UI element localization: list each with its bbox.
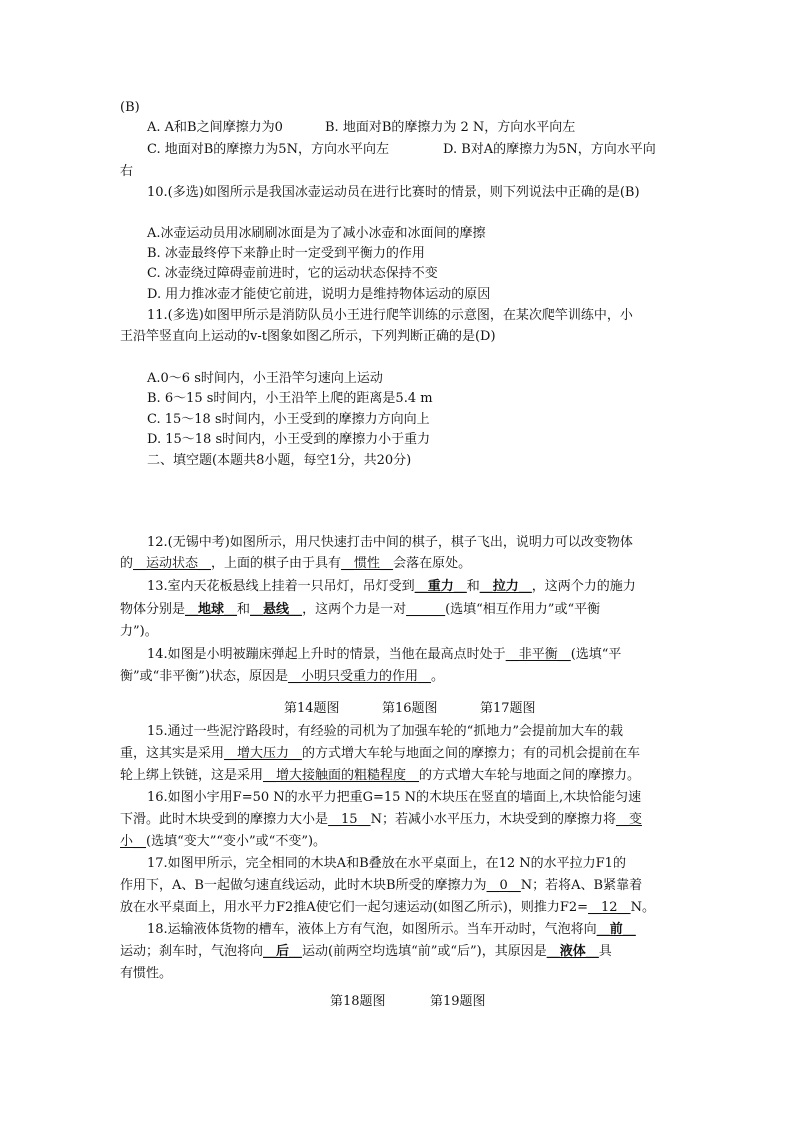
caption-fig17: 第17题图	[480, 701, 536, 716]
answer-blank: __运动状态__	[133, 556, 212, 571]
answer-blank: __悬线__	[250, 602, 303, 617]
option-10b: B. 冰壶最终停下来静止时一定受到平衡力的作用	[147, 246, 425, 261]
option-10a: A.冰壶运动员用冰刷刷冰面是为了减小冰壶和冰面间的摩擦	[147, 226, 486, 241]
option-9c: C. 地面对B的摩擦力为5N，方向水平向左	[147, 142, 389, 157]
question-17-line1: 17.如图甲所示，完全相同的木块A和B叠放在水平桌面上，在12 N的水平拉力F1的	[147, 856, 626, 871]
question-18-line1: 18.运输液体货物的槽车，液体上方有气泡，如图所示。当车开动时，气泡将向__前__	[147, 922, 636, 937]
option-10c: C. 冰壶绕过障碍壶前进时，它的运动状态保持不变	[147, 266, 438, 281]
section-heading-fill-in: 二、填空题(本题共8小题，每空1分，共20分)	[147, 453, 412, 468]
question-18-line2: 运动；刹车时，气泡将向__后__运动(前两空均选填“前”或“后”)，其原因是__液体__具	[120, 944, 612, 959]
caption-fig14: 第14题图	[284, 701, 340, 716]
question-13-line3: 力”)。	[120, 624, 158, 639]
caption-fig16: 第16题图	[382, 701, 438, 716]
answer-blank: __惯性__	[341, 556, 394, 571]
question-11-line2: 王沿竿竖直向上运动的v-t图象如图乙所示，下列判断正确的是(D)	[120, 329, 496, 344]
option-9a: A. A和B之间摩擦力为0	[147, 120, 283, 135]
answer-blank: __后__	[263, 944, 303, 959]
question-16-line1: 16.如图小宇用F=50 N的水平力把重G=15 N的木块压在竖直的墙面上,木块恰能匀速	[147, 790, 642, 805]
question-12-line1: 12.(无锡中考)如图所示，用尺快速打击中间的棋子，棋子飞出，说明力可以改变物体	[147, 535, 633, 550]
question-10: 10.(多选)如图所示是我国冰壶运动员在进行比赛时的情景，则下列说法中正确的是(B)	[147, 185, 640, 200]
question-17-line2: 作用下，A、B一起做匀速直线运动，此时木块B所受的摩擦力为__0__N；若将A、B紧靠着	[120, 878, 643, 893]
answer-line-9: (B)	[120, 100, 140, 115]
answer-blank: __12__	[588, 900, 631, 915]
answer-blank: __增大压力__	[224, 746, 303, 761]
question-11-line1: 11.(多选)如图甲所示是消防队员小王进行爬竿训练的示意图，在某次爬竿训练中，小	[147, 308, 633, 323]
question-15-line1: 15.通过一些泥泞路段时，有经验的司机为了加强车轮的“抓地力”会提前加大车的载	[147, 724, 623, 739]
answer-blank: __非平衡__	[505, 647, 571, 662]
answer-blank: __重力__	[414, 579, 467, 594]
answer-blank: __液体__	[546, 944, 599, 959]
caption-fig19: 第19题图	[430, 994, 486, 1009]
answer-blank: __15__	[328, 812, 371, 827]
question-15-line3: 轮上绑上铁链，这是采用__增大接触面的粗糙程度__的方式增大车轮与地面之间的摩擦力。	[120, 768, 641, 783]
option-9b: B. 地面对B的摩擦力为 2 N，方向水平向左	[325, 120, 576, 135]
answer-blank: __前__	[596, 922, 636, 937]
answer-blank: __变	[615, 812, 642, 827]
question-18-line3: 有惯性。	[120, 966, 173, 981]
option-11d: D. 15～18 s时间内，小王受到的摩擦力小于重力	[147, 432, 431, 447]
question-16-line3: 小__(选填“变大”“变小”或“不变”)。	[120, 834, 327, 849]
question-16-line2: 下滑。此时木块受到的摩擦力大小是__15__N；若减小水平压力，木块受到的摩擦力将__变	[120, 812, 642, 827]
answer-blank: __小明只受重力的作用__	[288, 669, 432, 684]
question-13-line2: 物体分别是__地球__和__悬线__，这两个力是一对______(选填“相互作用力”或“平衡	[120, 602, 601, 617]
answer-blank: __拉力__	[479, 579, 532, 594]
option-11b: B. 6～15 s时间内，小王沿竿上爬的距离是5.4 m	[147, 391, 433, 406]
answer-blank: ______	[406, 602, 446, 617]
answer-blank: __0__	[486, 878, 521, 893]
question-12-line2: 的__运动状态__，上面的棋子由于具有__惯性__会落在原处。	[120, 556, 472, 571]
question-13-line1: 13.室内天花板悬线上挂着一只吊灯，吊灯受到__重力__和__拉力__，这两个力的施力	[147, 579, 636, 594]
question-15-line2: 重，这其实是采用__增大压力__的方式增大车轮与地面之间的摩擦力；有的司机会提前在车	[120, 746, 641, 761]
option-9d-cont: 右	[120, 164, 134, 179]
option-10d: D. 用力推冰壶才能使它前进，说明力是维持物体运动的原因	[147, 287, 491, 302]
answer-blank: __增大接触面的粗糙程度__	[263, 768, 420, 783]
caption-fig18: 第18题图	[330, 994, 386, 1009]
question-14-line2: 衡”或“非平衡”)状态，原因是__小明只受重力的作用__。	[120, 669, 445, 684]
option-11a: A.0～6 s时间内，小王沿竿匀速向上运动	[147, 371, 383, 386]
option-9d: D. B对A的摩擦力为5N，方向水平向	[443, 142, 656, 157]
option-11c: C. 15～18 s时间内，小王受到的摩擦力方向向上	[147, 412, 430, 427]
question-14-line1: 14.如图是小明被蹦床弹起上升时的情景，当他在最高点时处于__非平衡__(选填“平	[147, 647, 622, 662]
answer-blank: __地球__	[185, 602, 238, 617]
answer-blank: 小__	[120, 834, 147, 849]
question-17-line3: 放在水平桌面上，用水平力F2推A使它们一起匀速运动(如图乙所示)，则推力F2=__12__N。	[120, 900, 655, 915]
